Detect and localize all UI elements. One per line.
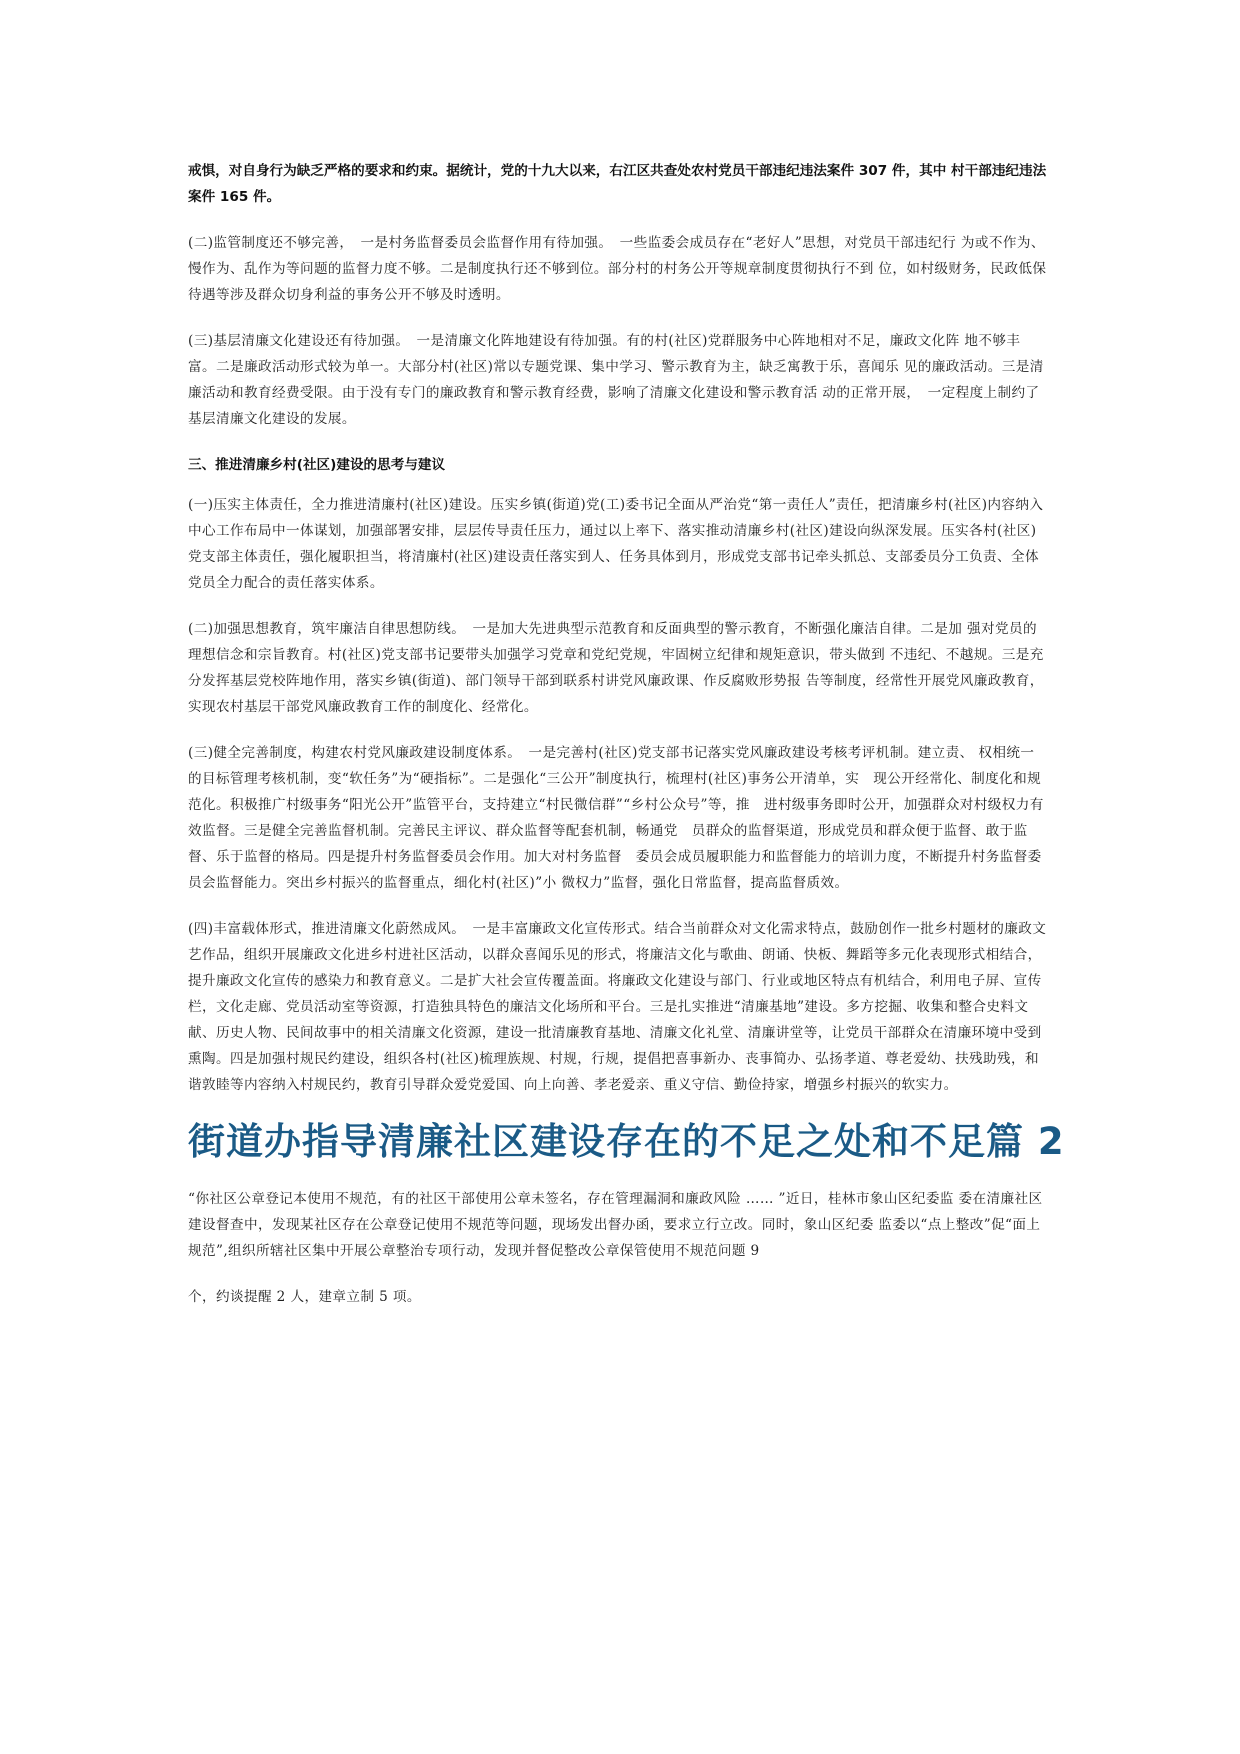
section-heading: 三、推进清廉乡村(社区)建设的思考与建议 <box>188 457 446 473</box>
problem-paragraph-2: (二)监管制度还不够完善， 一是村务监督委员会监督作用有待加强。 一些监委会成员存在“老好人”思想，对党员干部违纪行 为或不作为、慢作为、乱作为等问题的监督力度不够。二是制度执行还不够到位。部分村的村务公开等规章制度贯彻执行不到 位，如村级财务，民政低保待遇等涉及群众切身利益的事务公开不够及时透明。 <box>188 235 1047 303</box>
suggestion-paragraph-3: (三)健全完善制度，构建农村党风廉政建设制度体系。 一是完善村(社区)党支部书记落实党风廉政建设考核考评机制。建立责、 权相统一的目标管理考核机制，变“软任务”为“硬指标”。二是强化“三公开”制度执行，梳理村(社区)事务公开清单，实 现公开经常化、制度化和规范化。积极推广村级事务“阳光公开”监管平台，支持建立“村民微信群”“乡村公众号”等，推 进村级事务即时公开，加强群众对村级权力有效监督。三是健全完善监督机制。完善民主评议、群众监督等配套机制，畅通党 员群众的监督渠道，形成党员和群众便于监督、敢于监督、乐于监督的格局。四是提升村务监督委员会作用。加大对村务监督 委员会成员履职能力和监督能力的培训力度，不断提升村务监督委员会监督能力。突出乡村振兴的监督重点，细化村(社区)”小 微权力”监督，强化日常监督，提高监督质效。 <box>188 745 1044 891</box>
article-title: 街道办指导清廉社区建设存在的不足之处和不足篇 2 <box>188 1120 1065 1163</box>
document-body <box>188 158 1065 1330</box>
suggestion-paragraph-2: (二)加强思想教育，筑牢廉洁自律思想防线。 一是加大先进典型示范教育和反面典型的警示教育，不断强化廉洁自律。二是加 强对党员的理想信念和宗旨教育。村(社区)党支部书记要带头加强学习党章和党纪党规，牢固树立纪律和规矩意识，带头做到 不违纪、不越规。三是充分发挥基层党校阵地作用，落实乡镇(街道)、部门领导干部到联系村讲党风廉政课、作反腐败形势报 告等制度，经常性开展党风廉政教育，实现农村基层干部党风廉政教育工作的制度化、经常化。 <box>188 621 1044 715</box>
article-paragraph-1: “你社区公章登记本使用不规范，有的社区干部使用公章未签名，存在管理漏洞和廉政风险 …… ”近日，桂林市象山区纪委监 委在清廉社区建设督查中，发现某社区存在公章登记使用不规范等问题，现场发出督办函，要求立行立改。同时，象山区纪委 监委以“点上整改”促“面上规范”,组织所辖社区集中开展公章整治专项行动，发现并督促整改公章保管使用不规范问题 9 <box>188 1191 1043 1259</box>
problem-paragraph-3: (三)基层清廉文化建设还有待加强。 一是清廉文化阵地建设有待加强。有的村(社区)党群服务中心阵地相对不足，廉政文化阵 地不够丰富。二是廉政活动形式较为单一。大部分村(社区)常以专题党课、集中学习、警示教育为主，缺乏寓教于乐，喜闻乐 见的廉政活动。三是清廉活动和教育经费受限。由于没有专门的廉政教育和警示教育经费，影响了清廉文化建设和警示教育活 动的正常开展， 一定程度上制约了基层清廉文化建设的发展。 <box>188 333 1044 427</box>
suggestion-paragraph-4: (四)丰富载体形式，推进清廉文化蔚然成风。 一是丰富廉政文化宣传形式。结合当前群众对文化需求特点，鼓励创作一批乡村题材的廉政文艺作品，组织开展廉政文化进乡村进社区活动，以群众喜闻乐见的形式，将廉洁文化与歌曲、朗诵、快板、舞蹈等多元化表现形式相结合，提升廉政文化宣传的感染力和教育意义。二是扩大社会宣传覆盖面。将廉政文化建设与部门、行业或地区特点有机结合，利用电子屏、宣传栏，文化走廊、党员活动室等资源，打造独具特色的廉洁文化场所和平台。三是扎实推进“清廉基地”建设。多方挖掘、收集和整合史料文献、历史人物、民间故事中的相关清廉文化资源，建设一批清廉教育基地、清廉文化礼堂、清廉讲堂等，让党员干部群众在清廉环境中受到熏陶。四是加强村规民约建设，组织各村(社区)梳理族规、村规，行规，提倡把喜事新办、丧事简办、弘扬孝道、尊老爱幼、扶残助残，和谐敦睦等内容纳入村规民约，教育引导群众爱党爱国、向上向善、孝老爱亲、重义守信、勤俭持家，增强乡村振兴的软实力。 <box>188 921 1047 1093</box>
intro-paragraph: 戒惧，对自身行为缺乏严格的要求和约束。据统计，党的十九大以来，右江区共查处农村党员干部违纪违法案件 307 件，其中 村干部违纪违法案件 165 件。 <box>188 163 1047 205</box>
suggestion-paragraph-1: (一)压实主体责任，全力推进清廉村(社区)建设。压实乡镇(街道)党(工)委书记全面从严治党“第一责任人”责任，把清廉乡村(社区)内容纳入中心工作布局中一体谋划，加强部署安排，层层传导责任压力，通过以上率下、落实推动清廉乡村(社区)建设向纵深发展。压实各村(社区)党支部主体责任，强化履职担当，将清廉村(社区)建设责任落实到人、任务具体到月，形成党支部书记牵头抓总、支部委员分工负责、全体党员全力配合的责任落实体系。 <box>188 497 1044 591</box>
article-paragraph-2: 个，约谈提醒 2 人，建章立制 5 项。 <box>188 1289 421 1305</box>
